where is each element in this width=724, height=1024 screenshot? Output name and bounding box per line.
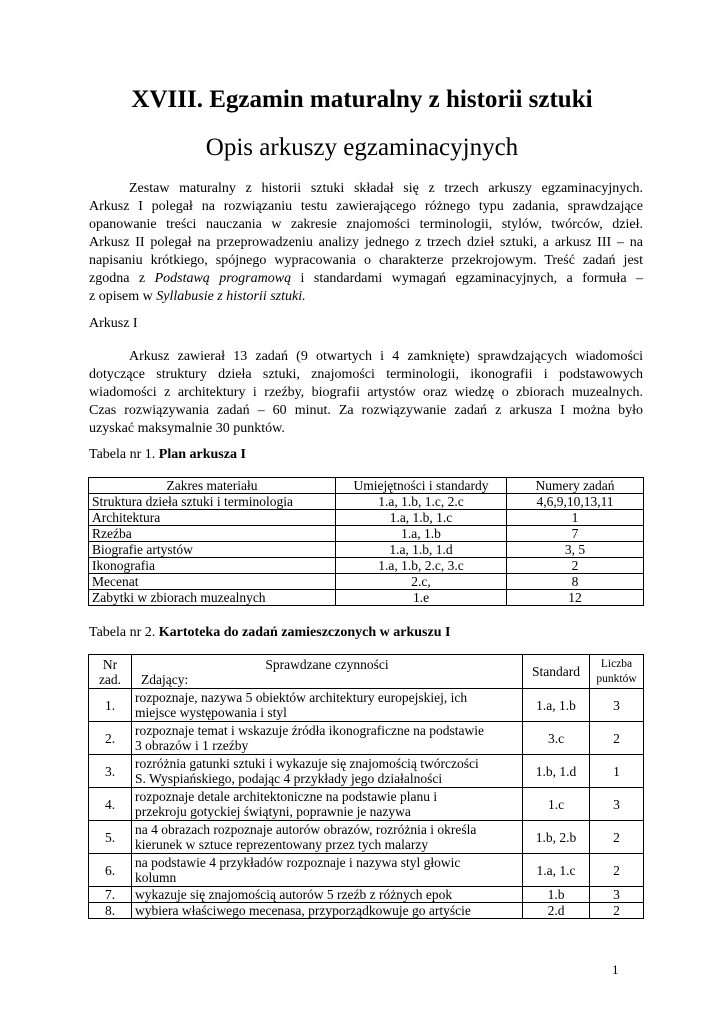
table-header-cell: Umiejętności i standardy: [336, 478, 507, 494]
task-description-cell: [132, 722, 523, 755]
intro-text: z opisem w: [89, 289, 157, 304]
intro-line: [89, 270, 643, 288]
table-row: [89, 887, 644, 903]
task-line: przekroju gotyckiej świątyni, poprawnie je nazywa: [135, 804, 411, 819]
table-cell: Rzeźba: [89, 526, 336, 542]
header-points-line: Liczba: [600, 657, 633, 670]
task-description-cell: wykazuje się znajomością autorów 5 rzeźb z różnych epok: [132, 887, 523, 903]
table-header-cell: [590, 655, 644, 689]
table-row: [89, 510, 644, 526]
table-cell: Struktura dzieła sztuki i terminologia: [89, 494, 336, 510]
table-header-cell: [89, 655, 132, 689]
table-row: [89, 590, 644, 606]
intro-line: Zestaw maturalny z historii sztuki składał się z trzech arkuszy egzaminacyjnych.: [129, 181, 643, 196]
arkusz1-line: uzyskać maksymalnie 30 punktów.: [89, 421, 285, 436]
table-cell: Mecenat: [89, 574, 336, 590]
table-row: [89, 526, 644, 542]
intro-text: i standardami wymagań egzaminacyjnych, a formuła –: [291, 271, 643, 286]
table-header-cell: [132, 655, 523, 689]
standard-cell: 1.c: [523, 788, 590, 821]
table-cell: 2: [507, 558, 644, 574]
task-description-cell: wybiera właściwego mecenasa, przyporządkowuje go artyście: [132, 903, 523, 919]
table-row: [89, 788, 644, 821]
task-line: miejsce występowania i styl: [135, 705, 287, 720]
task-line: rozróżnia gatunki sztuki i wykazuje się znajomością twórczości: [135, 756, 479, 771]
points-cell: 3: [590, 689, 644, 722]
points-cell: 2: [590, 821, 644, 854]
standard-cell: 1.a, 1.c: [523, 854, 590, 887]
table-cell: 1.a, 1.b, 2.c, 3.c: [336, 558, 507, 574]
task-line: 3 obrazów i 1 rzeźby: [135, 738, 249, 753]
arkusz1-line: wiadomości z architektury i rzeźby, biografii artystów oraz wiedzę o zbiorach muzealnych.: [89, 385, 643, 400]
table-cell: Architektura: [89, 510, 336, 526]
standard-cell: 3.c: [523, 722, 590, 755]
points-cell: 3: [590, 887, 644, 903]
task-number-cell: 2.: [89, 722, 132, 755]
task-line: na 4 obrazach rozpoznaje autorów obrazów, rozróżnia i określa: [135, 822, 477, 837]
table1-caption-prefix: Tabela nr 1.: [89, 447, 159, 462]
table-cell: 4,6,9,10,13,11: [507, 494, 644, 510]
table-cell: 1.a, 1.b, 1.c, 2.c: [336, 494, 507, 510]
task-number-cell: 6.: [89, 854, 132, 887]
table-header-row: [89, 655, 644, 689]
task-description-cell: [132, 821, 523, 854]
header-activities: Sprawdzane czynności: [265, 656, 389, 672]
table-row: [89, 689, 644, 722]
task-line: na podstawie 4 przykładów rozpoznaje i nazywa styl głowic: [135, 855, 461, 870]
points-cell: 2: [590, 722, 644, 755]
intro-line: Arkusz I polegał na rozwiązaniu testu zawierającego różnego typu zadania, sprawdzające: [89, 199, 643, 214]
task-number-cell: 4.: [89, 788, 132, 821]
table-header-cell: Standard: [523, 655, 590, 689]
task-number-cell: 8.: [89, 903, 132, 919]
table-header-cell: Numery zadań: [507, 478, 644, 494]
table-cell: Biografie artystów: [89, 542, 336, 558]
task-number-cell: 1.: [89, 689, 132, 722]
table-cell: 1: [507, 510, 644, 526]
table-row: [89, 903, 644, 919]
table1-caption: [89, 446, 246, 464]
table-row: [89, 821, 644, 854]
points-cell: 3: [590, 788, 644, 821]
document-title: XVIII. Egzamin maturalny z historii sztuki: [131, 86, 593, 113]
header-nr-line: zad.: [98, 671, 122, 687]
table-cell: 1.a, 1.b, 1.c: [336, 510, 507, 526]
intro-paragraph: [89, 180, 643, 306]
task-number-cell: 7.: [89, 887, 132, 903]
table-row: [89, 558, 644, 574]
header-points-line: punktów: [596, 672, 637, 685]
intro-italic-text: Syllabusie z historii sztuki.: [156, 289, 306, 304]
standard-cell: 1.a, 1.b: [523, 689, 590, 722]
task-number-cell: 5.: [89, 821, 132, 854]
task-line: rozpoznaje temat i wskazuje źródła ikonograficzne na podstawie: [135, 723, 484, 738]
task-description-cell: [132, 854, 523, 887]
standard-cell: 1.b, 1.d: [523, 755, 590, 788]
table2-caption-prefix: Tabela nr 2.: [89, 625, 159, 640]
arkusz1-line: Czas rozwiązywania zadań – 60 minut. Za rozwiązywanie zadań z arkusza I można było: [89, 403, 643, 418]
table-header-row: [89, 478, 644, 494]
task-description-cell: [132, 689, 523, 722]
task-line: S. Wyspiańskiego, podając 4 przykłady jego działalności: [135, 771, 443, 786]
intro-line: Arkusz II polegał na przeprowadzeniu analizy jednego z trzech dzieł sztuki, a arkusz III – na: [89, 235, 643, 250]
points-cell: 2: [590, 903, 644, 919]
table-row: [89, 542, 644, 558]
table-cell: 1.a, 1.b: [336, 526, 507, 542]
arkusz1-paragraph: [89, 348, 643, 438]
task-line: rozpoznaje, nazywa 5 obiektów architektury europejskiej, ich: [135, 690, 468, 705]
table-cell: Zabytki w zbiorach muzealnych: [89, 590, 336, 606]
task-line: kierunek w sztuce reprezentowany przez tych malarzy: [135, 837, 429, 852]
intro-line: opanowanie treści nauczania w zakresie znajomości terminologii, stylów, twórców, dzieł.: [89, 217, 643, 232]
task-description-cell: [132, 755, 523, 788]
table-header-cell: Zakres materiału: [89, 478, 336, 494]
standard-cell: 2.d: [523, 903, 590, 919]
table-row: [89, 722, 644, 755]
header-candidate: Zdający:: [141, 671, 189, 687]
points-cell: 1: [590, 755, 644, 788]
table-row: [89, 574, 644, 590]
table-cell: Ikonografia: [89, 558, 336, 574]
intro-line: napisaniu krótkiego, spójnego wypracowania o charakterze przekrojowym. Treść zadań jest: [89, 253, 643, 268]
header-nr-line: Nr: [102, 656, 118, 672]
table-row: [89, 854, 644, 887]
plan-table: [88, 477, 644, 606]
arkusz1-line: dotyczące struktury dzieła sztuki, znajomości terminologii, ikonografii i podstawowych: [89, 367, 643, 382]
table-cell: 12: [507, 590, 644, 606]
intro-italic-text: Podstawą programową: [154, 271, 292, 286]
document-subtitle: Opis arkuszy egzaminacyjnych: [205, 134, 519, 161]
standard-cell: 1.b, 2.b: [523, 821, 590, 854]
table2-caption-title: Kartoteka do zadań zamieszczonych w arkuszu I: [158, 625, 451, 640]
kartoteka-table: [88, 654, 644, 919]
intro-text: zgodna z: [89, 271, 155, 286]
intro-line: [89, 288, 643, 306]
task-description-cell: [132, 788, 523, 821]
arkusz-heading: Arkusz I: [89, 316, 138, 331]
page-number: 1: [612, 962, 619, 977]
table-cell: 2.c,: [336, 574, 507, 590]
task-line: kolumn: [135, 870, 177, 885]
table-cell: 1.a, 1.b, 1.d: [336, 542, 507, 558]
table-cell: 3, 5: [507, 542, 644, 558]
table-row: [89, 755, 644, 788]
arkusz1-line: Arkusz zawierał 13 zadań (9 otwartych i 4 zamknięte) sprawdzających wiadomości: [129, 349, 643, 364]
table2-caption: [89, 624, 450, 642]
task-line: rozpoznaje detale architektoniczne na podstawie planu i: [135, 789, 438, 804]
standard-cell: 1.b: [523, 887, 590, 903]
task-number-cell: 3.: [89, 755, 132, 788]
table-row: [89, 494, 644, 510]
table1-caption-title: Plan arkusza I: [158, 447, 246, 462]
table-cell: 1.e: [336, 590, 507, 606]
table-cell: 8: [507, 574, 644, 590]
table-cell: 7: [507, 526, 644, 542]
points-cell: 2: [590, 854, 644, 887]
